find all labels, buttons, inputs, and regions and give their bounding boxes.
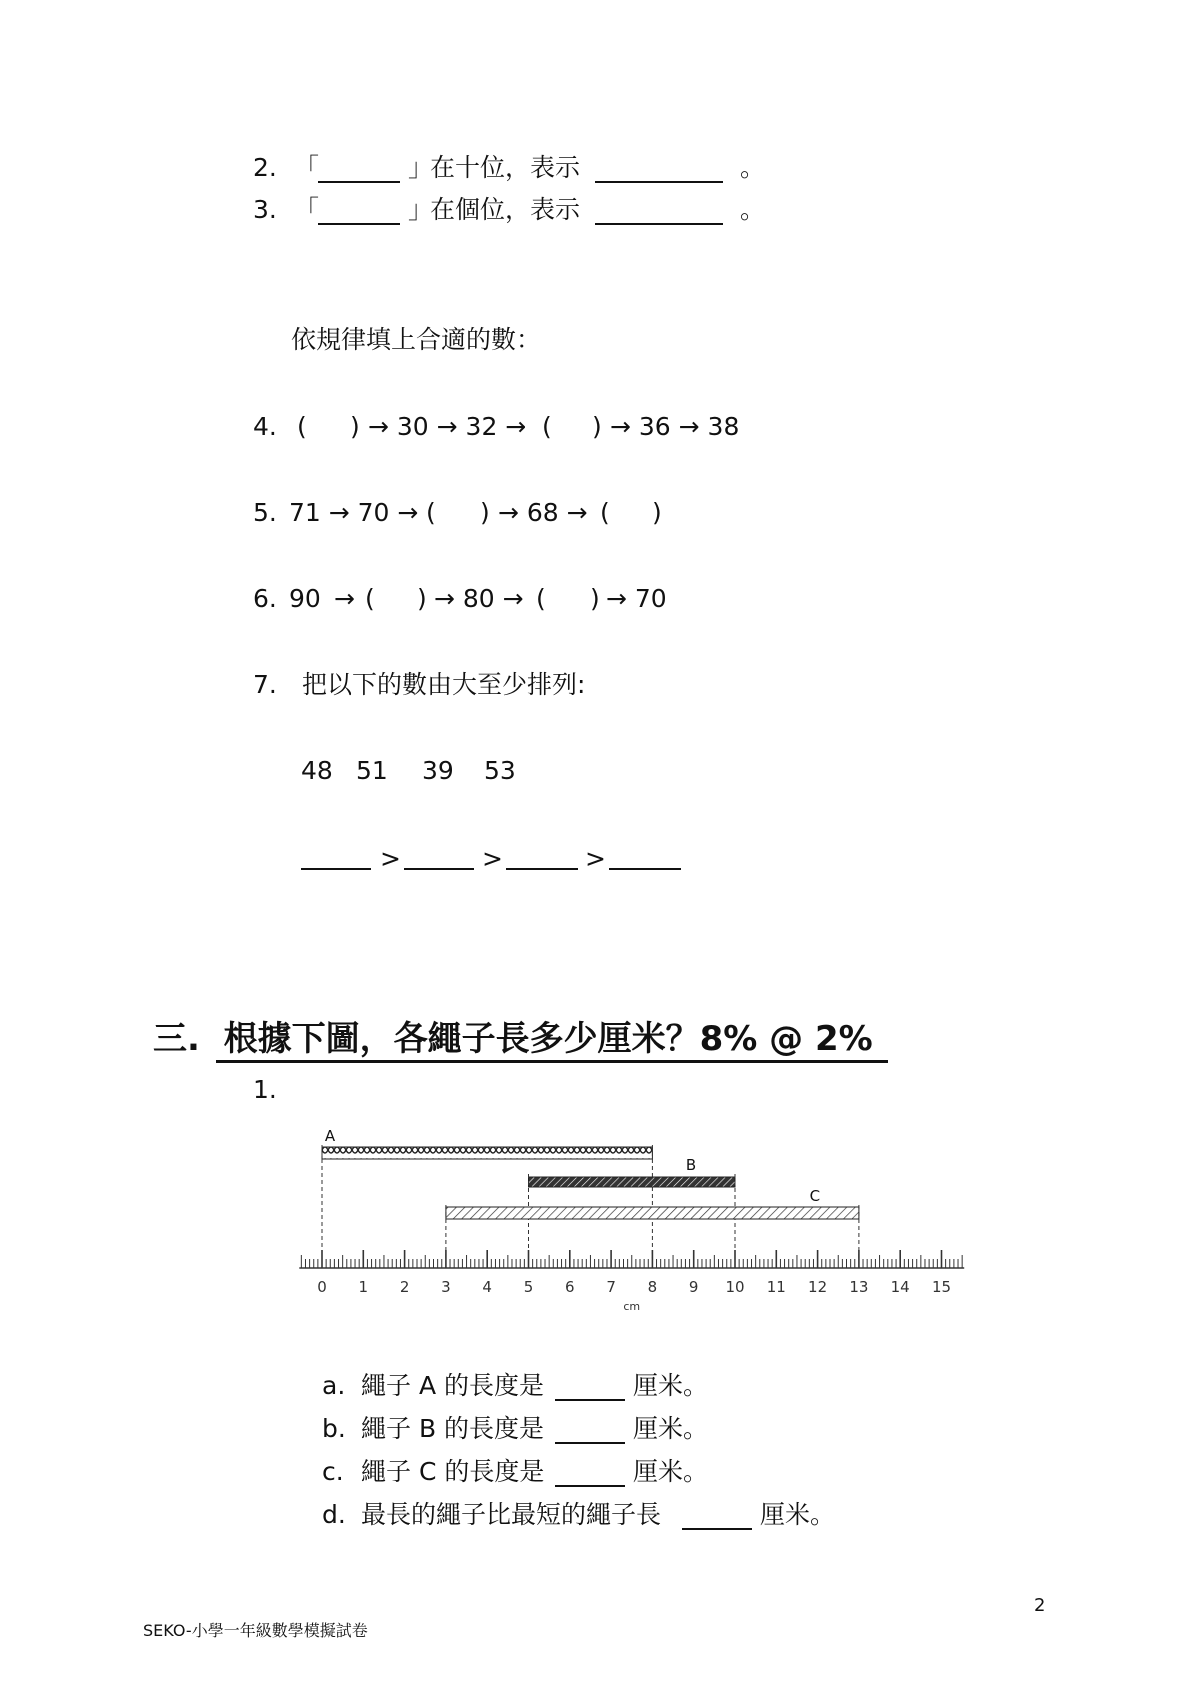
paren-close: ) (592, 412, 602, 441)
number-item: 51 (356, 756, 388, 785)
rope-ruler-diagram (280, 1120, 980, 1310)
rope-label: A (324, 1127, 336, 1145)
sequence-text: → 70 (606, 584, 667, 613)
open-bracket: 「 (294, 195, 320, 224)
question-number: 2. (253, 153, 277, 182)
close-bracket: 」 (408, 153, 434, 182)
greater-than: > (380, 844, 401, 873)
question-number: 4. (253, 412, 277, 441)
ruler-tick-label: 5 (523, 1278, 534, 1296)
sub-question-text: 繩子 A 的長度是 (361, 1371, 544, 1400)
close-bracket: 」 (408, 195, 434, 224)
paren-close: ) (590, 584, 600, 613)
number-item: 39 (422, 756, 454, 785)
ruler-tick-label: 7 (606, 1278, 616, 1296)
open-bracket: 「 (294, 153, 320, 182)
unit-text: 厘米。 (633, 1371, 709, 1400)
unit-text: 厘米。 (633, 1414, 709, 1443)
rope-c (446, 1207, 859, 1219)
number-item: 53 (484, 756, 516, 785)
greater-than: > (585, 844, 606, 873)
period: 。 (740, 153, 766, 182)
paren-close: ) (480, 498, 490, 527)
answer-blank[interactable] (595, 157, 723, 183)
ruler-tick-label: 6 (565, 1278, 575, 1296)
unit-text: 厘米。 (760, 1500, 836, 1529)
ruler-tick-label: 14 (890, 1278, 910, 1296)
sub-question-text: 繩子 C 的長度是 (361, 1457, 545, 1486)
paren-open: ( (542, 412, 552, 441)
sub-question-text: 繩子 B 的長度是 (361, 1414, 545, 1443)
answer-blank[interactable] (555, 1375, 625, 1401)
ruler-tick-label: 13 (849, 1278, 869, 1296)
paren-open: ( (365, 584, 375, 613)
sequence-text: 90 (289, 584, 321, 613)
question-text: 把以下的數由大至少排列: (302, 670, 586, 699)
paren-close: ) (350, 412, 360, 441)
answer-blank[interactable] (404, 844, 474, 870)
sub-question-letter: d. (322, 1500, 346, 1529)
ruler-tick-label: 9 (688, 1278, 699, 1296)
ruler-tick-label: 15 (931, 1278, 952, 1296)
sub-question-letter: c. (322, 1457, 344, 1486)
question-number: 6. (253, 584, 277, 613)
answer-blank[interactable] (318, 199, 400, 225)
ruler-tick-label: 8 (647, 1278, 658, 1296)
rope-b (529, 1177, 736, 1187)
rope-label: B (685, 1156, 697, 1174)
answer-blank[interactable] (301, 844, 371, 870)
ruler-tick-label: 2 (399, 1278, 410, 1296)
heading-underline (216, 1060, 888, 1063)
answer-blank[interactable] (609, 844, 681, 870)
greater-than: > (482, 844, 503, 873)
sub-question-letter: a. (322, 1371, 346, 1400)
answer-blank[interactable] (506, 844, 578, 870)
paren-open: ( (600, 498, 610, 527)
sequence-text: → 36 → 38 (610, 412, 740, 441)
sequence-text: → 68 → (498, 498, 588, 527)
question-text: 在個位，表示 (430, 195, 581, 224)
answer-blank[interactable] (555, 1418, 625, 1444)
rope-a (322, 1147, 652, 1159)
paren-open: ( (536, 584, 546, 613)
page-number: 2 (1034, 1595, 1046, 1616)
answer-blank[interactable] (555, 1461, 625, 1487)
paren-open: ( (426, 498, 436, 527)
arrow: → (334, 584, 355, 613)
footer-text: SEKO-小學一年級數學模擬試卷 (143, 1621, 368, 1640)
ruler-tick-label: 3 (441, 1278, 451, 1296)
sub-question-letter: b. (322, 1414, 346, 1443)
number-item: 48 (301, 756, 333, 785)
sequence-text: → 80 → (434, 584, 524, 613)
answer-blank[interactable] (318, 157, 400, 183)
unit-text: 厘米。 (633, 1457, 709, 1486)
section-heading: 三. 根據下圖，各繩子長多少厘米？8% @ 2% (153, 1019, 873, 1059)
question-text: 在十位，表示 (430, 153, 581, 182)
ruler-tick-label: 10 (725, 1278, 745, 1296)
sequence-text: 71 → 70 → (289, 498, 419, 527)
question-number: 1. (253, 1075, 277, 1104)
paren-close: ) (652, 498, 662, 527)
ruler-tick-label: 12 (808, 1278, 828, 1296)
ruler-tick-label: 1 (358, 1278, 369, 1296)
pattern-instruction: 依規律填上合適的數： (291, 325, 542, 354)
ruler-tick-label: 4 (482, 1278, 492, 1296)
period: 。 (740, 195, 766, 224)
answer-blank[interactable] (682, 1504, 752, 1530)
paren-close: ) (417, 584, 427, 613)
rope-label: C (809, 1187, 821, 1205)
ruler-tick-label: 11 (766, 1278, 786, 1296)
ruler-unit-label: cm (623, 1300, 641, 1310)
question-number: 7. (253, 670, 277, 699)
answer-blank[interactable] (595, 199, 723, 225)
question-number: 5. (253, 498, 277, 527)
question-number: 3. (253, 195, 277, 224)
sub-question-text: 最長的繩子比最短的繩子長 (361, 1500, 662, 1529)
ruler-tick-label: 0 (317, 1278, 327, 1296)
sequence-text: → 30 → 32 → (368, 412, 527, 441)
paren-open: ( (297, 412, 307, 441)
